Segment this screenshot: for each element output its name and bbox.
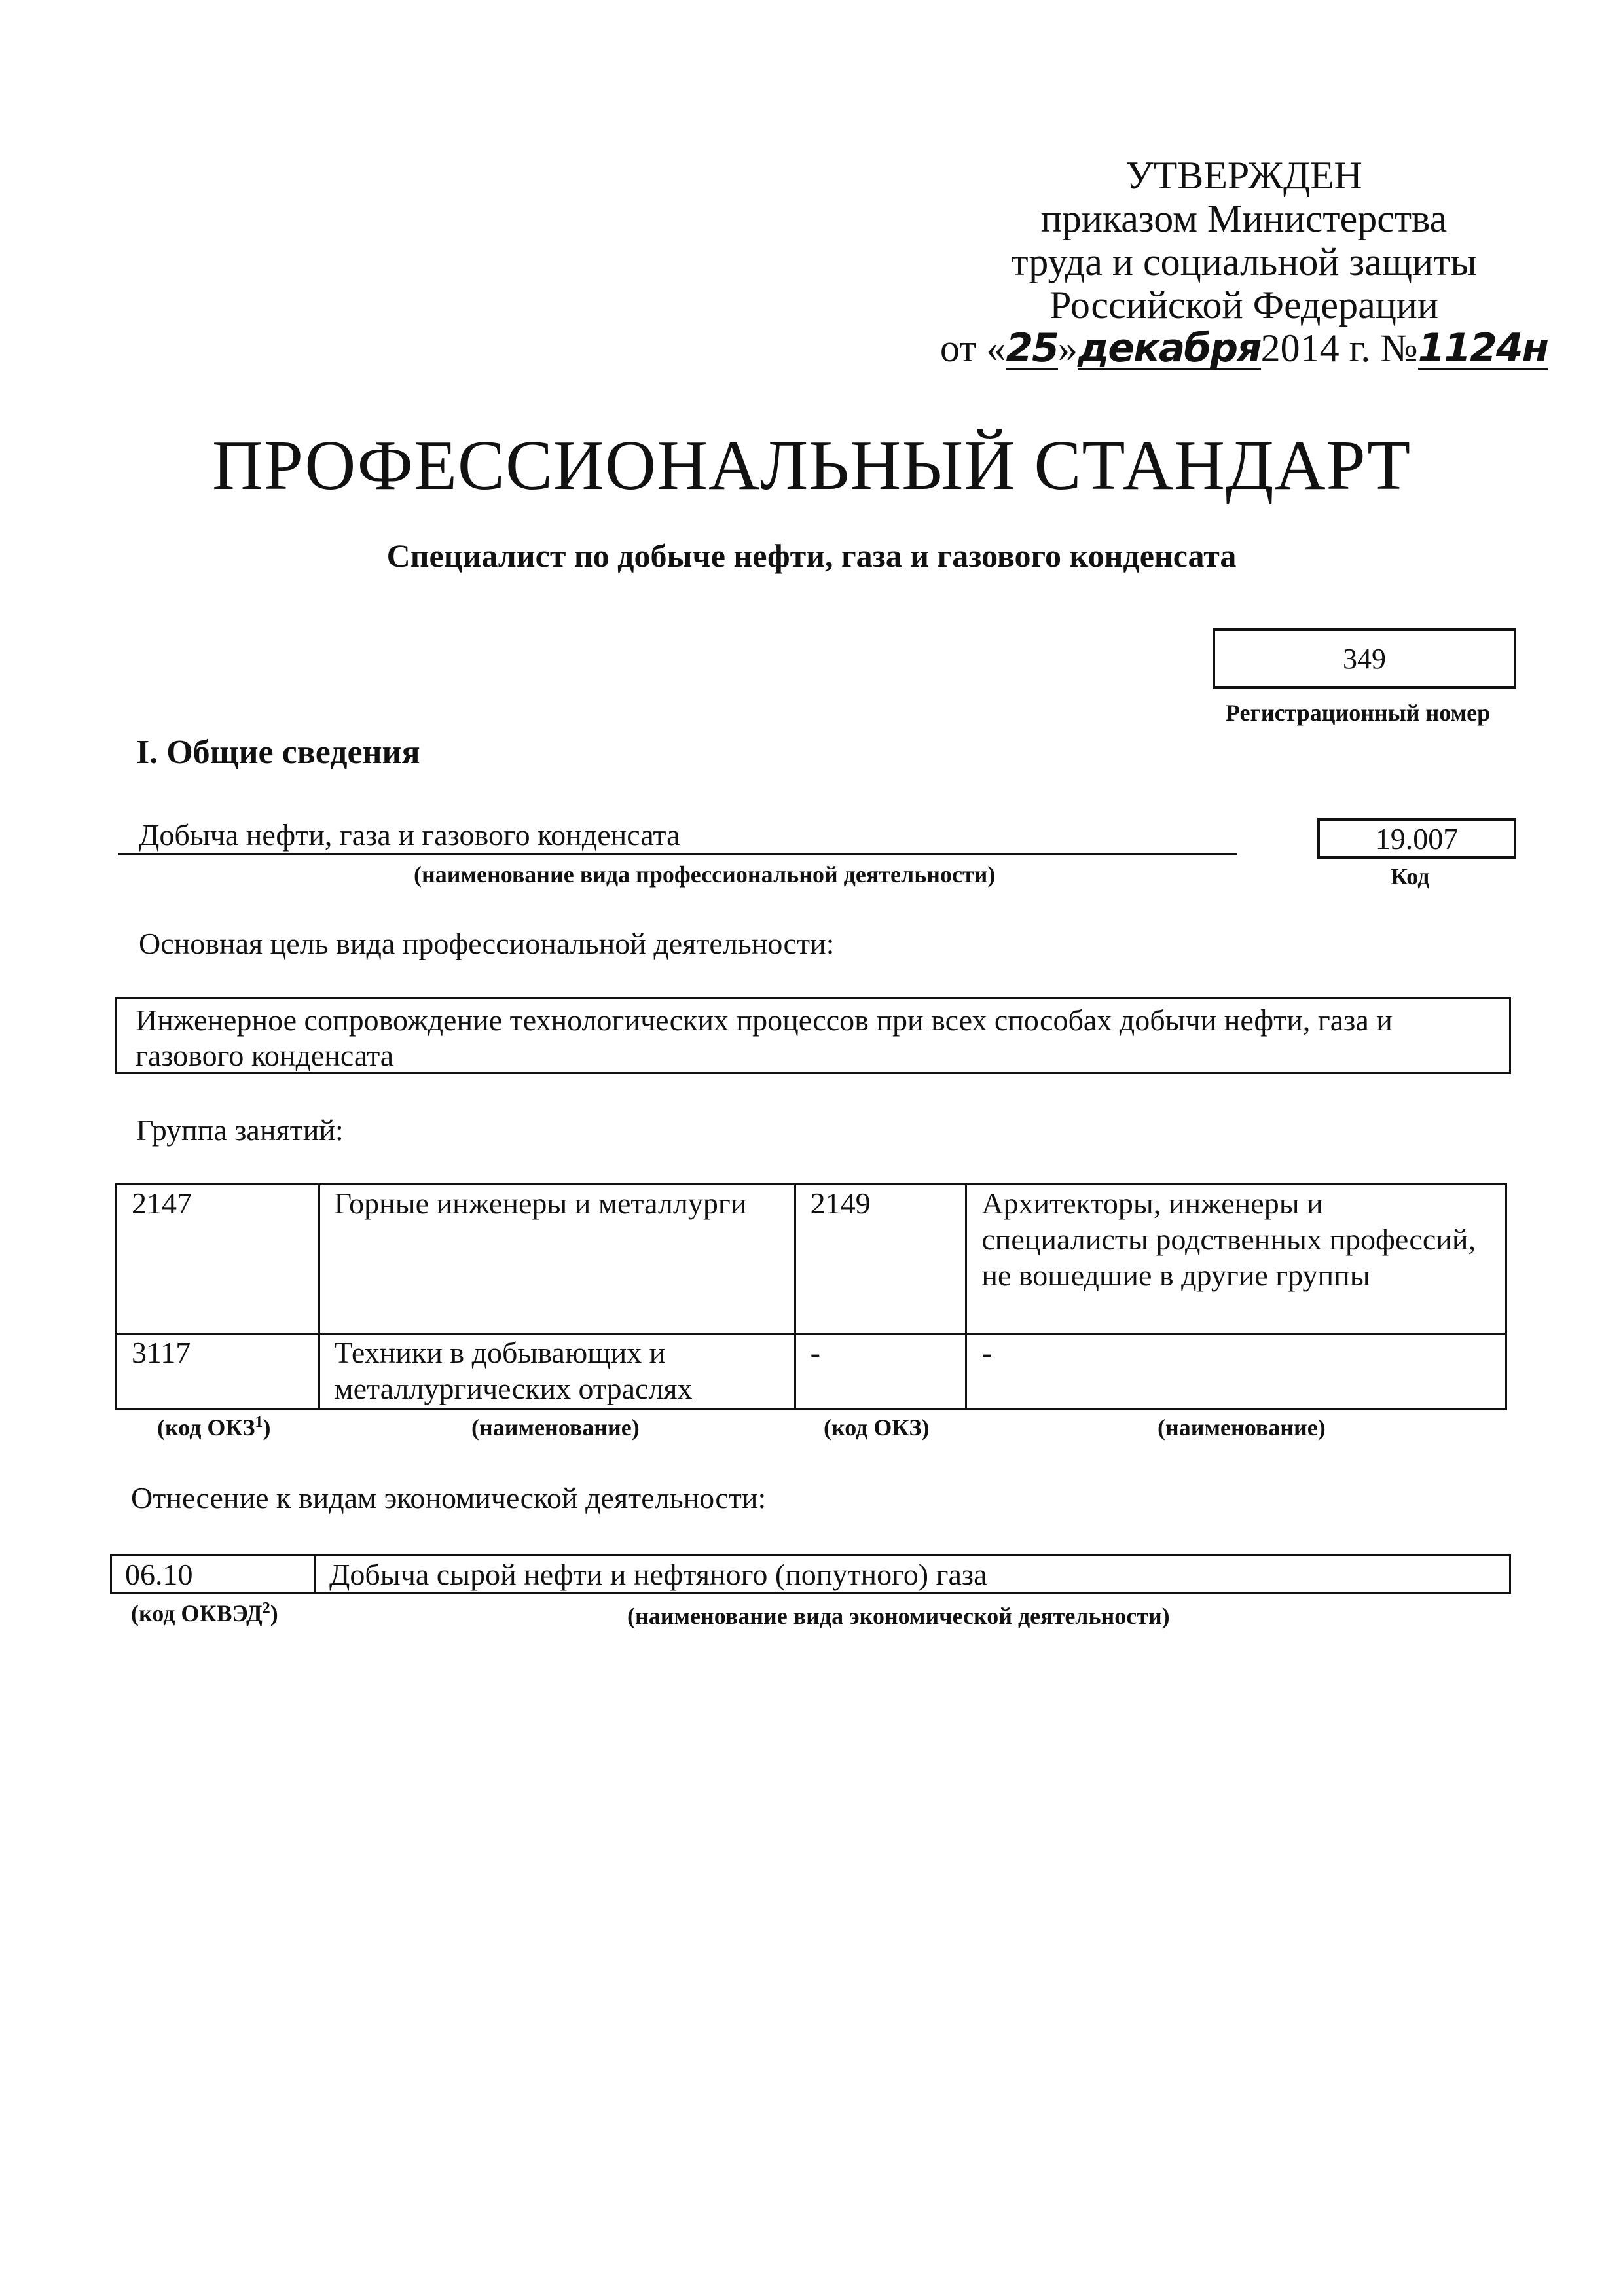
table-row	[117, 1185, 1506, 1334]
okz-code-cell: 2149	[795, 1185, 966, 1334]
okz-name-caption-2: (наименование)	[1158, 1414, 1326, 1441]
date-day-handwritten: 25	[1006, 325, 1058, 371]
approval-title: УТВЕРЖДЕН	[1125, 154, 1362, 197]
okved-code: 06.10	[112, 1556, 316, 1592]
order-number-handwritten: 1124н	[1417, 325, 1548, 371]
goal-box	[115, 997, 1511, 1074]
okz-code-cell: 3117	[117, 1334, 319, 1410]
activity-name: Добыча нефти, газа и газового конденсата	[118, 817, 1237, 855]
table-row	[117, 1334, 1506, 1410]
occupations-table	[115, 1183, 1507, 1410]
okved-name: Добыча сырой нефти и нефтяного (попутного) газа	[329, 1558, 987, 1591]
registration-number-box	[1213, 628, 1516, 689]
okz-code-caption	[157, 1414, 271, 1441]
okved-row	[110, 1554, 1511, 1594]
approval-block	[917, 154, 1571, 370]
okz-name-cell: Горные инженеры и металлурги	[319, 1185, 795, 1334]
okz-code-cell: -	[795, 1334, 966, 1410]
okved-code-caption	[131, 1600, 278, 1627]
footnote-ref-1: 1	[255, 1414, 263, 1431]
date-mid: »	[1057, 327, 1078, 370]
okz-name-cell: -	[966, 1334, 1506, 1410]
approval-date-line	[917, 327, 1571, 370]
goal-label: Основная цель вида профессиональной деятельности:	[139, 927, 835, 960]
approval-line-ministry: труда и социальной защиты	[1011, 240, 1477, 283]
occupations-label: Группа занятий:	[136, 1113, 344, 1147]
okz-code-caption-2: (код ОКЗ)	[824, 1414, 930, 1441]
date-year: 2014 г. №	[1260, 327, 1418, 370]
date-prefix: от «	[939, 327, 1006, 370]
okz-name-cell: Архитекторы, инженеры и специалисты родственных профессий, не вошедшие в другие группы	[966, 1185, 1506, 1334]
activity-code-caption: Код	[1391, 863, 1430, 889]
activity-code-box	[1317, 818, 1516, 859]
activity-name-caption: (наименование вида профессиональной деятельности)	[414, 861, 996, 888]
okved-name-caption: (наименование вида экономической деятельности)	[627, 1603, 1170, 1629]
section-heading: I. Общие сведения	[136, 734, 420, 771]
date-month-handwritten: декабря	[1077, 325, 1261, 371]
registration-number: 349	[1343, 642, 1386, 675]
okz-code-caption-text: (код ОКЗ	[157, 1414, 255, 1441]
okz-name-cell: Техники в добывающих и металлургических отраслях	[319, 1334, 795, 1410]
okz-code-cell: 2147	[117, 1185, 319, 1334]
document-subtitle: Специалист по добыче нефти, газа и газового конденсата	[386, 537, 1237, 574]
okz-code-caption-close: )	[263, 1414, 271, 1441]
activity-code: 19.007	[1375, 821, 1459, 855]
approval-line-order: приказом Министерства	[1040, 197, 1448, 240]
document-title: ПРОФЕССИОНАЛЬНЫЙ СТАНДАРТ	[211, 427, 1412, 505]
okved-code-caption-close: )	[270, 1600, 278, 1626]
registration-number-caption: Регистрационный номер	[1226, 700, 1491, 726]
economic-label: Отнесение к видам экономической деятельности:	[131, 1481, 767, 1515]
approval-line-country: Российской Федерации	[1049, 283, 1439, 327]
okved-code-caption-text: (код ОКВЭД	[131, 1600, 263, 1626]
goal-text: Инженерное сопровождение технологических процессов при всех способах добычи нефти, газа и газового конденсата	[136, 1003, 1393, 1072]
footnote-ref-2: 2	[262, 1600, 270, 1617]
okz-name-caption: (наименование)	[471, 1414, 640, 1441]
